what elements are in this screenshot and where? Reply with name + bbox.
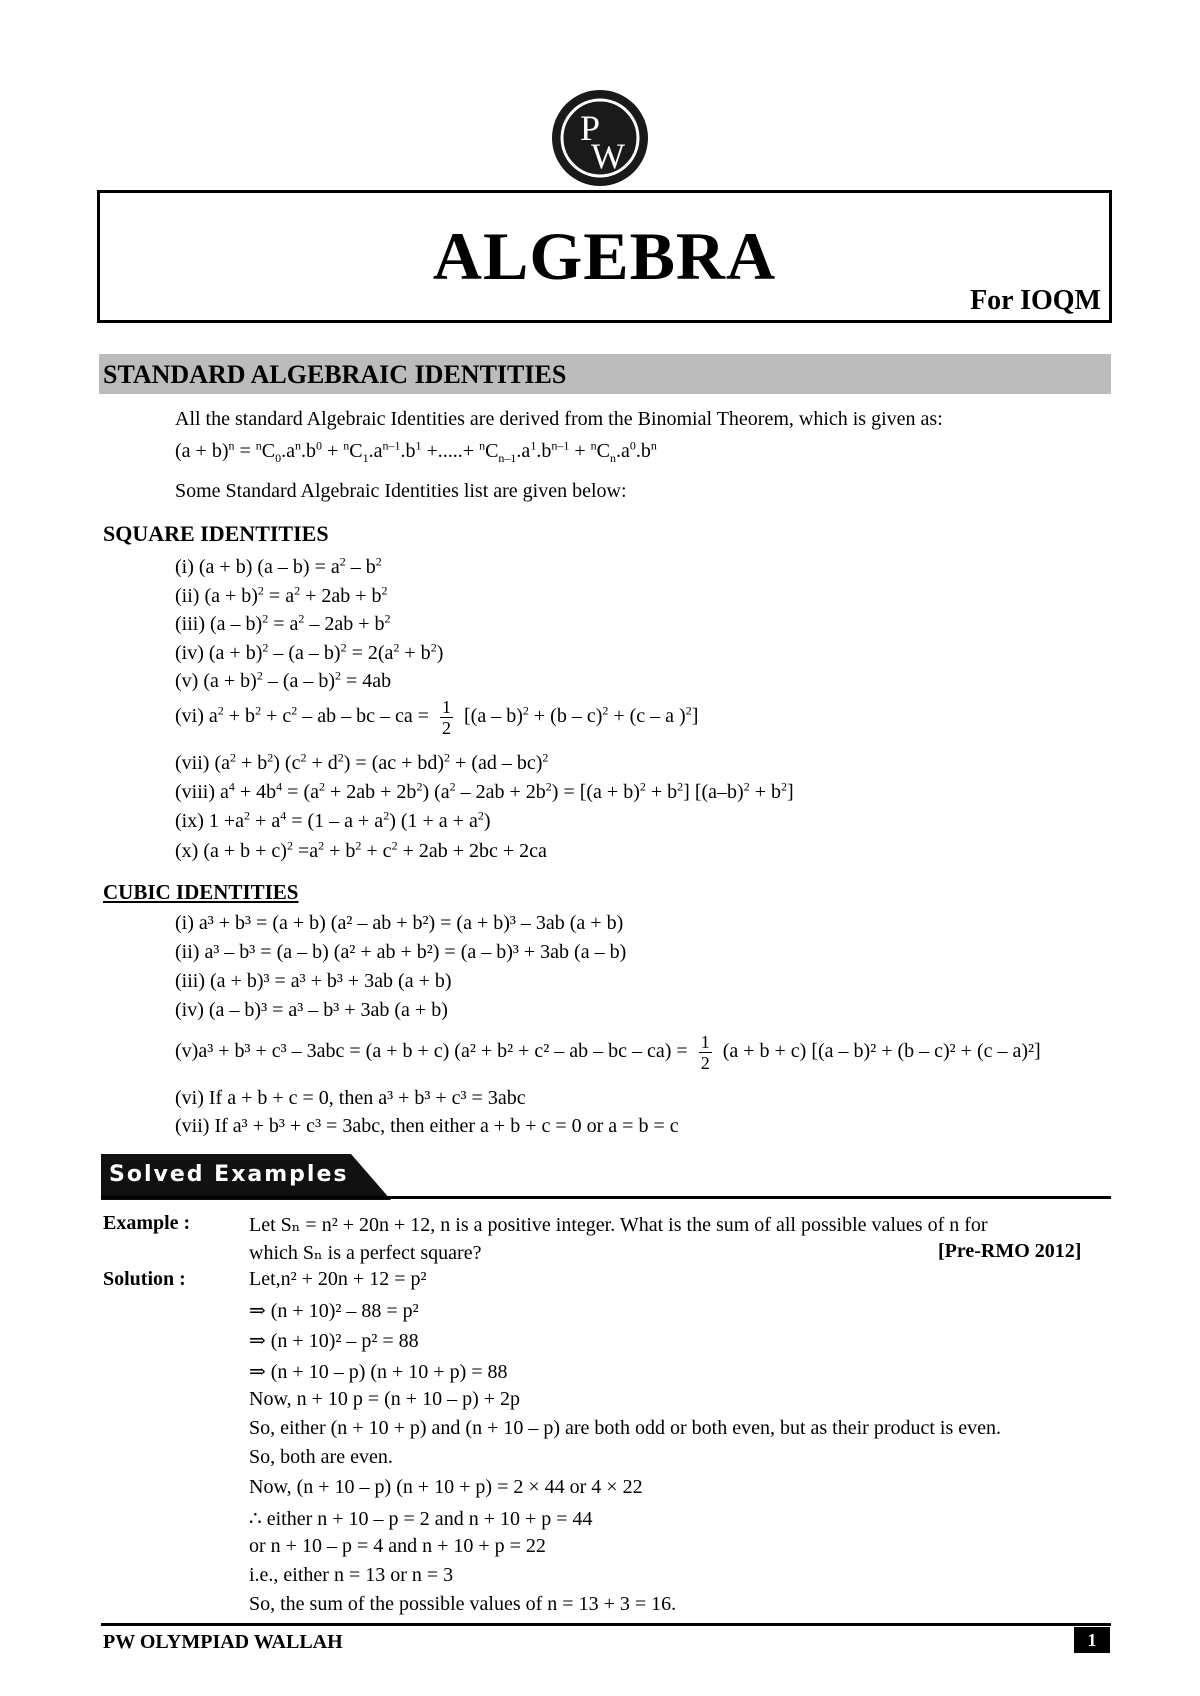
- identity-item: (vi) If a + b + c = 0, then a³ + b³ + c³ = 3abc: [175, 1087, 526, 1109]
- identity-item: (v)a³ + b³ + c³ – 3abc = (a + b + c) (a² + b² + c² – ab – bc – ca) = $\frac{1}{2}$ (a + b + c) [(a – b)² + (b – c)² + (c – a)²]: [175, 1032, 1041, 1073]
- section-heading: STANDARD ALGEBRAIC IDENTITIES: [103, 360, 567, 389]
- identity-item: (v) $(a + b)^2 - (a - b)^2 = 4ab$: [175, 668, 392, 692]
- solution-line: Now, n + 10 p = (n + 10 – p) + 2p: [249, 1388, 521, 1410]
- svg-text:P: P: [579, 108, 601, 148]
- pw-logo-icon: [550, 88, 650, 188]
- solved-examples-label: Solved Examples: [109, 1162, 349, 1187]
- page-title: ALGEBRA: [432, 218, 777, 294]
- example-source: [Pre-RMO 2012]: [938, 1240, 1082, 1262]
- title-box: [97, 190, 1112, 323]
- solution-line: or n + 10 – p = 4 and n + 10 + p = 22: [249, 1535, 546, 1557]
- svg-text:W: W: [591, 136, 625, 176]
- identity-item: (x) $(a + b + c)^2 =a^2 + b^2 + c^2 + 2ab + 2bc + 2ca$: [175, 838, 547, 862]
- solution-line: Now, (n + 10 – p) (n + 10 + p) = 2 × 44 or 4 × 22: [249, 1476, 643, 1498]
- identity-item: (i) a³ + b³ = (a + b) (a² – ab + b²) = (a + b)³ – 3ab (a + b): [175, 912, 624, 934]
- solution-line: So, the sum of the possible values of n = 13 + 3 = 16.: [249, 1593, 677, 1615]
- solution-line: ⇒ (n + 10)² – p² = 88: [249, 1330, 419, 1352]
- identity-item: (iii) $(a - b)^2 = a^2 - 2ab + b^2$: [175, 611, 391, 635]
- solution-line: So, both are even.: [249, 1446, 393, 1468]
- example-text: which Sₙ is a perfect square?: [249, 1242, 482, 1264]
- solution-line: ⇒ (n + 10)² – 88 = p²: [249, 1300, 419, 1322]
- cubic-identities-heading: CUBIC IDENTITIES: [103, 880, 299, 904]
- square-identities-heading: SQUARE IDENTITIES: [103, 521, 329, 546]
- identity-item: (i) (a + b) $(a - b) = a^2 - b^2$: [175, 554, 382, 578]
- identity-item: (iii) (a + b)³ = a³ + b³ + 3ab (a + b): [175, 970, 452, 992]
- identity-item: (ix) $1 +a^2 + a^4 = (1 - a + a^2) (1 + a + a^2)$: [175, 808, 491, 832]
- identity-item: (vii) $(a^2 + b^2) (c^2 + d^2) = (ac + bd)^2 + (ad - bc)^2$: [175, 750, 549, 774]
- example-label: Example :: [103, 1212, 191, 1234]
- intro-line: All the standard Algebraic Identities are derived from the Binomial Theorem, which is given as:: [175, 408, 943, 430]
- solution-line: Let,n² + 20n + 12 = p²: [249, 1268, 427, 1290]
- page-number: 1: [1074, 1627, 1110, 1653]
- identity-item: (viii) $a^4 + 4b^4 = (a^2 + 2ab + 2b^2)$ $(a^2 - 2ab + 2b^2) = [(a + b)^2 + b^2] [(a-b)^2 + b^2]$: [175, 779, 794, 803]
- solved-examples-banner: [101, 1154, 393, 1200]
- intro-line: Some Standard Algebraic Identities list are given below:: [175, 480, 627, 502]
- solution-label: Solution :: [103, 1268, 186, 1290]
- solution-line: So, either (n + 10 + p) and (n + 10 – p) are both odd or both even, but as their product is even.: [249, 1417, 1002, 1439]
- divider: [101, 1196, 1111, 1199]
- identity-item: (vii) If a³ + b³ + c³ = 3abc, then either a + b + c = 0 or a = b = c: [175, 1115, 679, 1137]
- identity-item: (ii) a³ – b³ = (a – b) (a² + ab + b²) = (a – b)³ + 3ab (a – b): [175, 941, 627, 963]
- identity-item: (vi) $a^2 + b^2 + c^2$ – ab – bc – ca = $\frac{1}{2}$ [(a – b)$^2$ + (b – c)$^2$ + (c – a )$^2$]: [175, 697, 699, 738]
- binomial-formula: $(a + b)^n = ^nC_0.a^n.b^0 + ^nC_1.a^{n-1}.b^1$ +.....+ $^nC_{n-1}.a^1.b^{n-1} + ^nC_n.a^0.b^n$: [175, 438, 657, 465]
- footer-brand: PW OLYMPIAD WALLAH: [103, 1631, 343, 1653]
- page-subtitle: For IOQM: [970, 285, 1101, 316]
- identity-item: (iv) $(a + b)^2 - (a - b)^2 = 2(a^2 + b^2)$: [175, 640, 444, 664]
- example-text: Let Sₙ = n² + 20n + 12, n is a positive integer. What is the sum of all possible values of n for: [249, 1214, 988, 1236]
- identity-item: (ii) $(a + b)^2 = a^2 + 2ab + b^2$: [175, 583, 388, 607]
- solution-line: ∴ either n + 10 – p = 2 and n + 10 + p = 44: [249, 1508, 593, 1530]
- identity-item: (iv) (a – b)³ = a³ – b³ + 3ab (a + b): [175, 999, 448, 1021]
- solution-line: ⇒ (n + 10 – p) (n + 10 + p) = 88: [249, 1361, 508, 1383]
- solution-line: i.e., either n = 13 or n = 3: [249, 1564, 454, 1586]
- section-band: [99, 354, 1111, 394]
- footer-divider: [101, 1623, 1111, 1626]
